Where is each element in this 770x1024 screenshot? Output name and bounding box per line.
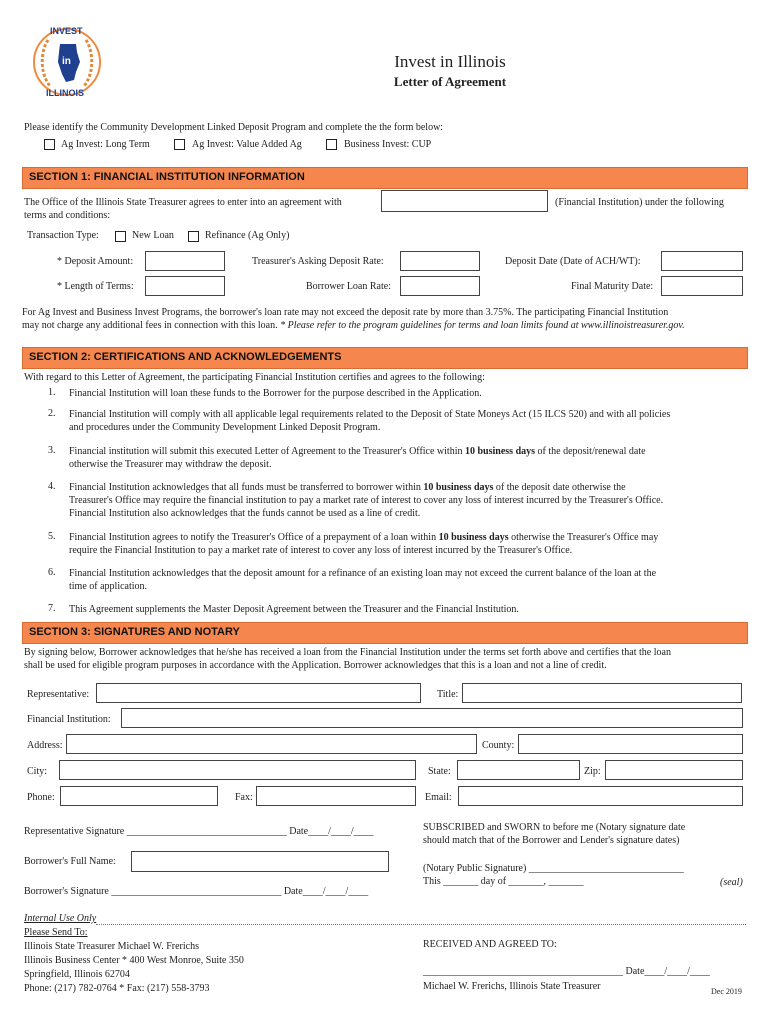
section1-intro-c: terms and conditions:	[24, 210, 111, 221]
item-7-number: 7.	[48, 603, 56, 614]
logo-bottom-text: ILLINOIS	[46, 88, 84, 98]
item-1-number: 1.	[48, 387, 56, 398]
email-label: Email:	[425, 792, 452, 803]
fax-field[interactable]	[256, 786, 416, 806]
length-terms-field[interactable]	[145, 276, 225, 296]
borrower-full-name-field[interactable]	[131, 851, 389, 872]
borrower-rate-field[interactable]	[400, 276, 480, 296]
checkbox-business-cup[interactable]	[326, 139, 337, 150]
item-5-number: 5.	[48, 531, 56, 542]
maturity-date-field[interactable]	[661, 276, 743, 296]
financial-institution-label: Financial Institution:	[27, 714, 111, 725]
checkbox-ag-long-term[interactable]	[44, 139, 55, 150]
city-field[interactable]	[59, 760, 416, 780]
section1-note-line2: may not charge any additional fees in connection with this loan. * Please refer to the program guidelines for terms and loan limits found at www.illinoistreasurer.gov.	[22, 320, 685, 331]
notary-seal: (seal)	[720, 877, 743, 888]
item-4-text: Financial Institution acknowledges that all funds must be transferred to borrower within 10 business days of the deposit date otherwise the Treasurer's Office may require the financial institution to pay a market rate of interest to cover any loss of interest incurred by the Treasurer's Office. Financial Institution also acknowledges that the funds cannot be used as a line of credit.	[69, 482, 664, 519]
option-business-cup: Business Invest: CUP	[344, 139, 432, 150]
phone-field[interactable]	[60, 786, 218, 806]
option-ag-long-term: Ag Invest: Long Term	[61, 139, 150, 150]
notary-subscribed-line2: should match that of the Borrower and Lender's signature dates)	[423, 835, 680, 846]
notary-subscribed-line1: SUBSCRIBED and SWORN to before me (Notary signature date	[423, 822, 686, 833]
address-field[interactable]	[66, 734, 477, 754]
refinance-label: Refinance (Ag Only)	[205, 230, 290, 241]
item-4-number: 4.	[48, 481, 56, 492]
city-label: City:	[27, 766, 48, 777]
received-agreed-label: RECEIVED AND AGREED TO:	[423, 939, 557, 950]
item-6-text: Financial Institution acknowledges that the deposit amount for a refinance of an existing loan may not exceed the current balance of the loan at the time of application.	[69, 568, 657, 592]
send-address-line4: Phone: (217) 782-0764 * Fax: (217) 558-3793	[24, 983, 210, 994]
item-5-text: Financial Institution agrees to notify the Treasurer's Office of a prepayment of a loan within 10 business days otherwise the Treasurer's Office may require the Financial Institution to pay a market rate of interest to cover any loss of interest incurred by the Treasurer's Office.	[69, 532, 659, 556]
item-6-number: 6.	[48, 567, 56, 578]
logo-top-text: INVEST	[50, 26, 83, 36]
section-1-header: SECTION 1: FINANCIAL INSTITUTION INFORMATION	[22, 167, 748, 189]
fax-label: Fax:	[235, 792, 253, 803]
borrower-full-name-label: Borrower's Full Name:	[24, 856, 116, 867]
item-2-text: Financial Institution will comply with all applicable legal requirements related to the Deposit of State Moneys Act (15 ILCS 520) and with all policies and procedures under the Community Development Linked Deposit Program.	[69, 409, 671, 433]
county-field[interactable]	[518, 734, 743, 754]
item-7-text: This Agreement supplements the Master Deposit Agreement between the Treasurer and the Financial Institution.	[69, 604, 519, 615]
zip-field[interactable]	[605, 760, 743, 780]
length-terms-label: * Length of Terms:	[57, 281, 134, 292]
representative-label: Representative:	[27, 689, 90, 700]
page-title: Invest in Illinois	[394, 52, 506, 71]
send-address-line2: Illinois Business Center * 400 West Monroe, Suite 350	[24, 955, 244, 966]
section1-note	[22, 306, 750, 332]
new-loan-label: New Loan	[132, 230, 174, 241]
financial-institution-field[interactable]	[121, 708, 743, 728]
section1-intro-b: (Financial Institution) under the following	[555, 197, 724, 208]
treasurer-name: Michael W. Frerichs, Illinois State Treasurer	[423, 981, 601, 992]
deposit-date-label: Deposit Date (Date of ACH/WT):	[505, 256, 641, 267]
representative-signature-line[interactable]: Representative Signature ________________________________ Date____/____/____	[24, 826, 374, 837]
state-field[interactable]	[457, 760, 580, 780]
deposit-date-field[interactable]	[661, 251, 743, 271]
treasurer-signature-line[interactable]: ________________________________________ Date____/____/____	[423, 966, 710, 977]
notary-date-line[interactable]: This _______ day of _______, _______	[423, 876, 584, 887]
checkbox-ag-value-added[interactable]	[174, 139, 185, 150]
maturity-date-label: Final Maturity Date:	[571, 281, 654, 292]
please-send-label: Please Send To:	[24, 927, 88, 938]
zip-label: Zip:	[584, 766, 601, 777]
financial-institution-name-field[interactable]	[381, 190, 548, 212]
send-address-line1: Illinois State Treasurer Michael W. Frerichs	[24, 941, 199, 952]
section-2-header: SECTION 2: CERTIFICATIONS AND ACKNOWLEDGEMENTS	[22, 347, 748, 369]
send-address-line3: Springfield, Illinois 62704	[24, 969, 130, 980]
option-ag-value-added: Ag Invest: Value Added Ag	[192, 139, 302, 150]
checkbox-new-loan[interactable]	[115, 231, 126, 242]
deposit-amount-label: * Deposit Amount:	[57, 256, 134, 267]
section2-intro: With regard to this Letter of Agreement, the participating Financial Institution certifies and agrees to the following:	[24, 372, 485, 383]
title-field[interactable]	[462, 683, 742, 703]
section1-intro-a: The Office of the Illinois State Treasurer agrees to enter into an agreement with	[24, 197, 342, 208]
item-3-text: Financial institution will submit this executed Letter of Agreement to the Treasurer's Office within 10 business days of the deposit/renewal date otherwise the Treasurer may withdraw the deposit.	[69, 446, 646, 470]
page-subtitle: Letter of Agreement	[393, 74, 507, 89]
logo-middle-text: in	[62, 56, 71, 67]
borrower-rate-label: Borrower Loan Rate:	[306, 281, 391, 292]
section-3-header: SECTION 3: SIGNATURES AND NOTARY	[22, 622, 748, 644]
transaction-type-label: Transaction Type:	[27, 230, 99, 241]
item-1-text: Financial Institution will loan these funds to the Borrower for the purpose described in the Application.	[69, 388, 482, 399]
item-3-number: 3.	[48, 445, 56, 456]
representative-field[interactable]	[96, 683, 421, 703]
email-field[interactable]	[458, 786, 743, 806]
program-instruction: Please identify the Community Development Linked Deposit Program and complete the the form below:	[24, 122, 444, 133]
notary-signature-line[interactable]: (Notary Public Signature) _______________________________	[423, 863, 684, 874]
state-label: State:	[428, 766, 451, 777]
item-2-number: 2.	[48, 408, 56, 419]
section3-intro: By signing below, Borrower acknowledges that he/she has received a loan from the Financial Institution under the terms set forth above and certifies that the loan shall be used for eligible program purposes in accordance with the Application. Borrower acknowledges that this is a loan and not a line of credit.	[24, 647, 671, 671]
county-label: County:	[482, 740, 515, 751]
section1-note-line1: For Ag Invest and Business Invest Programs, the borrower's loan rate may not exceed the deposit rate by more than 3.75%. The participating Financial Institution	[22, 307, 669, 318]
checkbox-refinance[interactable]	[188, 231, 199, 242]
title-label: Title:	[437, 689, 459, 700]
borrower-signature-line[interactable]: Borrower's Signature __________________________________ Date____/____/____	[24, 886, 369, 897]
internal-use-divider	[96, 924, 746, 925]
deposit-amount-field[interactable]	[145, 251, 225, 271]
asking-rate-field[interactable]	[400, 251, 480, 271]
revision-date: Dec 2019	[711, 987, 742, 996]
address-label: Address:	[27, 740, 63, 751]
asking-rate-label: Treasurer's Asking Deposit Rate:	[252, 256, 384, 267]
phone-label: Phone:	[27, 792, 55, 803]
internal-use-label: Internal Use Only	[24, 913, 97, 924]
